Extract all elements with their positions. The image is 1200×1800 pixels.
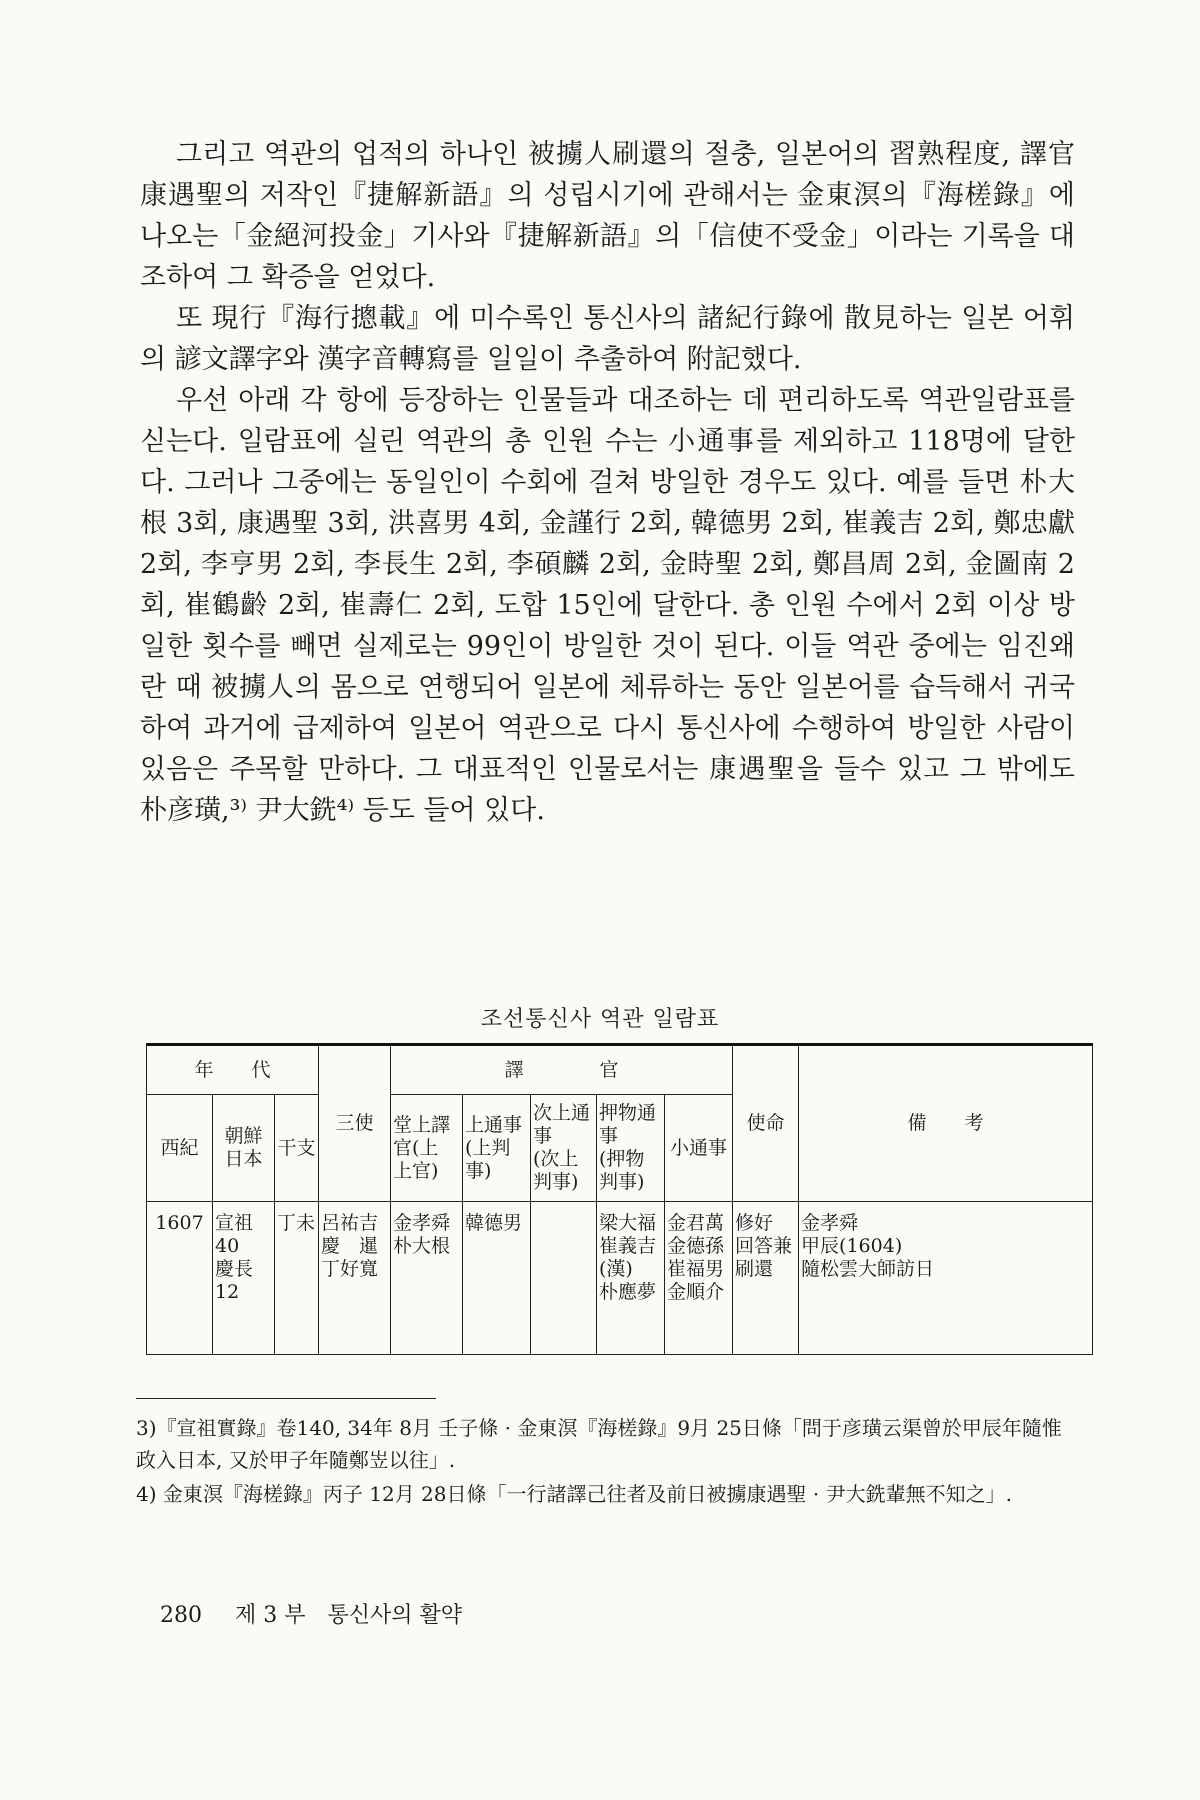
cell-mission: 修好 回答兼 刷還 [733,1202,799,1355]
paragraph-2: 또 現行『海行摠載』에 미수록인 통신사의 諸紀行錄에 散見하는 일본 어휘의 諺文譯字와 漢字音轉寫를 일일이 추출하여 附記했다. [140,303,1075,375]
cell-remarks: 金孝舜 甲辰(1604) 隨松雲大師訪日 [799,1202,1093,1355]
header-era: 年 代 [147,1045,319,1095]
footnote-3: 3)『宣祖實錄』卷140, 34年 8月 壬子條 · 金東溟『海槎錄』9月 25日條「問于彦璜云渠曾於甲辰年隨惟政入日本, 又於甲子年隨鄭岦以往」. [136,1416,1062,1472]
footnote-divider [136,1398,436,1399]
header-dangsang: 堂上譯 官(上 上官) [391,1095,463,1202]
body-text [140,134,1075,831]
header-interpreters: 譯 官 [391,1045,733,1095]
header-remarks: 備 考 [799,1045,1093,1202]
cell-sangtong: 韓德男 [463,1202,531,1355]
header-apmul: 押物通 事 (押物 判事) [597,1095,665,1202]
paragraph-1: 그리고 역관의 업적의 하나인 被擄人刷還의 절충, 일본어의 習熟程度, 譯官 康遇聖의 저작인『捷解新語』의 성립시기에 관해서는 金東溟의『海槎錄』에 나오는「金絕河投金」기사와『捷解新語』의「信使不受金」이라는 기록을 대조하여 그 확증을 얻었다. [140,139,1075,293]
cell-year: 1607 [147,1202,213,1355]
table-caption: 조선통신사 역관 일람표 [480,1007,720,1032]
page-footer [160,1598,488,1629]
paragraph-3: 우선 아래 각 항에 등장하는 인물들과 대조하는 데 편리하도록 역관일람표를 싣는다. 일람표에 실린 역관의 총 인원 수는 小通事를 제외하고 118명에 달한다. 그러나 그중에는 동일인이 수회에 걸쳐 방일한 경우도 있다. 예를 들면 朴大根 3회, 康遇聖 3회, 洪喜男 4회, 金謹行 2회, 韓德男 2회, 崔義吉 2회, 鄭忠獻 2회, 李亨男 2회, 李長生 2회, 李碩麟 2회, 金時聖 2회, 鄭昌周 2회, 金圖南 2회, 崔鶴齡 2회, 崔壽仁 2회, 도합 15인에 달한다. 총 인원 수에서 2회 이상 방일한 횟수를 빼면 실제로는 99인이 방일한 것이 된다. 이들 역관 중에는 임진왜란 때 被擄人의 몸으로 연행되어 일본에 체류하는 동안 일본어를 습득해서 귀국하여 과거에 급제하여 일본어 역관으로 다시 통신사에 수행하여 방일한 사람이 있음은 주목할 만하다. 그 대표적인 인물로서는 康遇聖을 들수 있고 그 밖에도 朴彦璜,³⁾ 尹大銑⁴⁾ 등도 들어 있다. [140,385,1075,826]
header-sotong: 小通事 [665,1095,733,1202]
cell-sotong: 金君萬 金德孫 崔福男 金順介 [665,1202,733,1355]
header-three-envoys: 三使 [319,1045,391,1202]
footnote-4: 4) 金東溟『海槎錄』丙子 12月 28日條「一行諸譯己往者及前日被擄康遇聖 · 尹大銑輩無不知之」. [136,1482,1012,1506]
table-row [147,1202,1093,1355]
cell-chasang [531,1202,597,1355]
header-mission: 使命 [733,1045,799,1202]
footnotes [136,1412,1076,1512]
cell-reign: 宣祖40 慶長12 [213,1202,275,1355]
cell-envoys: 呂祐吉 慶 暹 丁好寬 [319,1202,391,1355]
section-title: 제 3 부 통신사의 활약 [235,1603,462,1628]
header-chasang: 次上通 事 (次上 判事) [531,1095,597,1202]
page-number: 280 [160,1603,202,1628]
header-western-year: 西紀 [147,1095,213,1202]
cell-apmul: 梁大福 崔義吉 (漢) 朴應夢 [597,1202,665,1355]
header-joseon-japan: 朝鮮 日本 [213,1095,275,1202]
cell-ganji: 丁未 [275,1202,319,1355]
interpreter-roster-table [146,1043,1093,1355]
header-sangtong: 上通事 (上判 事) [463,1095,531,1202]
cell-dangsang: 金孝舜 朴大根 [391,1202,463,1355]
header-ganji: 干支 [275,1095,319,1202]
